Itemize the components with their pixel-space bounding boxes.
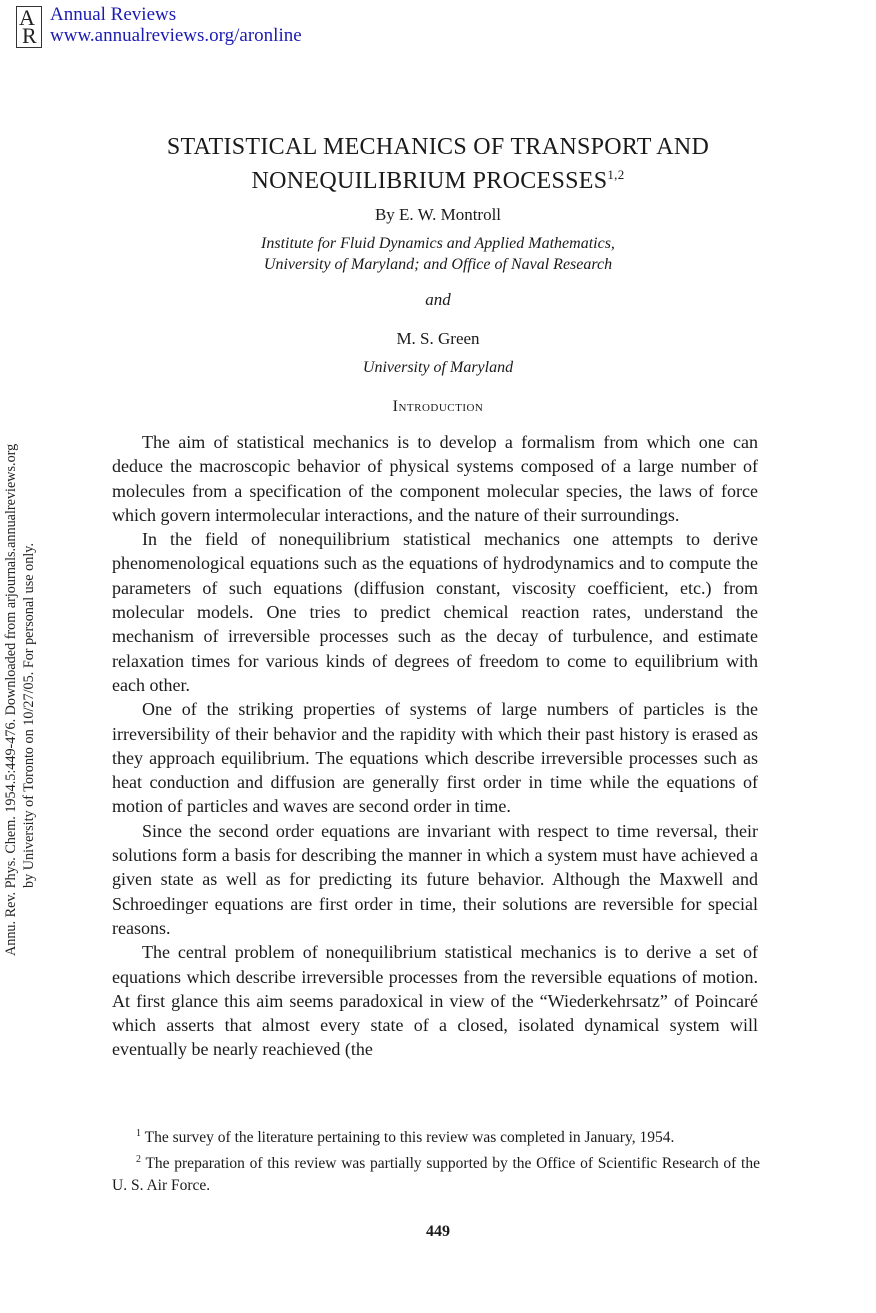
usage-note: by University of Toronto on 10/27/05. For personal use only. bbox=[21, 543, 37, 888]
author-1-byline: By E. W. Montroll bbox=[374, 205, 502, 224]
footnote-2: $^2$ The preparation of this review was partially supported by the Office of Scientific Research of the U. S. Air Force. bbox=[112, 1154, 760, 1195]
author-2-affiliation: University of Maryland bbox=[362, 359, 514, 376]
and-separator: and bbox=[425, 290, 451, 309]
title-line-1: STATISTICAL MECHANICS OF TRANSPORT AND bbox=[166, 134, 710, 160]
article-title bbox=[0, 134, 876, 195]
paragraph: In the field of nonequilibrium statistical mechanics one attempts to derive phenomenological equations such as the equations of hydrodynamics and to compute the parameters of such equations (diffusion constant, viscosity coefficient, etc.) from molecular models. One tries to predict chemical reaction rates, understand the mechanism of irreversible processes such as the decay of turbulence, and estimate relaxation times for various kinds of degrees of freedom to come to equilibrium with each other. bbox=[112, 529, 758, 695]
annual-reviews-logo: A R bbox=[16, 6, 42, 48]
paragraph: The aim of statistical mechanics is to develop a formalism from which one can deduce the macroscopic behavior of physical systems composed of a large number of molecules from a specification of the component molecular species, the laws of force which govern intermolecular interactions, and the nature of their surroundings. bbox=[112, 432, 758, 525]
download-note: Annu. Rev. Phys. Chem. 1954.5:449-476. Downloaded from arjournals.annualreviews.org bbox=[3, 443, 19, 956]
footnote-1: $^1$ The survey of the literature pertaining to this review was completed in January, 1954. bbox=[136, 1128, 675, 1147]
header bbox=[50, 4, 302, 46]
title-line-2: NONEQUILIBRIUM PROCESSES$^{1,2}$ bbox=[251, 167, 625, 194]
author-2-byline: M. S. Green bbox=[396, 329, 480, 348]
body-text bbox=[112, 430, 758, 1062]
footnotes bbox=[112, 1123, 760, 1197]
author-1-affiliation: Institute for Fluid Dynamics and Applied Mathematics, University of Maryland; and Office of Naval Research bbox=[261, 235, 615, 273]
paragraph: One of the striking properties of systems of large numbers of particles is the irreversibility of their behavior and the rapidity with which their past history is erased as they approach equilibrium. The equations which describe irreversible processes such as heat conduction and diffusion are generally first order in time while the equations of motion of particles and waves are second order in time. bbox=[112, 699, 758, 817]
section-heading: Introduction bbox=[392, 398, 484, 415]
paragraph: Since the second order equations are invariant with respect to time reversal, their solutions form a basis for describing the manner in which a system must have achieved a given state as well as for predicting its future behavior. Although the Maxwell and Schroedinger equations are first order in time, their solutions are reversible for special reasons. bbox=[112, 820, 758, 938]
paragraph: The central problem of nonequilibrium statistical mechanics is to derive a set of equations which describe irreversible processes from the reversible equations of motion. At first glance this aim seems paradoxical in view of the “Wiederkehrsatz” of Poincaré which asserts that almost every state of a closed, isolated dynamical system will eventually be nearly reachieved (the bbox=[112, 942, 758, 1060]
url-link[interactable]: www.annualreviews.org/aronline bbox=[50, 25, 302, 46]
title-footnote-marks: 1,2 bbox=[607, 167, 625, 182]
page-number: 449 bbox=[426, 1223, 450, 1240]
publisher-link[interactable]: Annual Reviews bbox=[50, 4, 177, 25]
